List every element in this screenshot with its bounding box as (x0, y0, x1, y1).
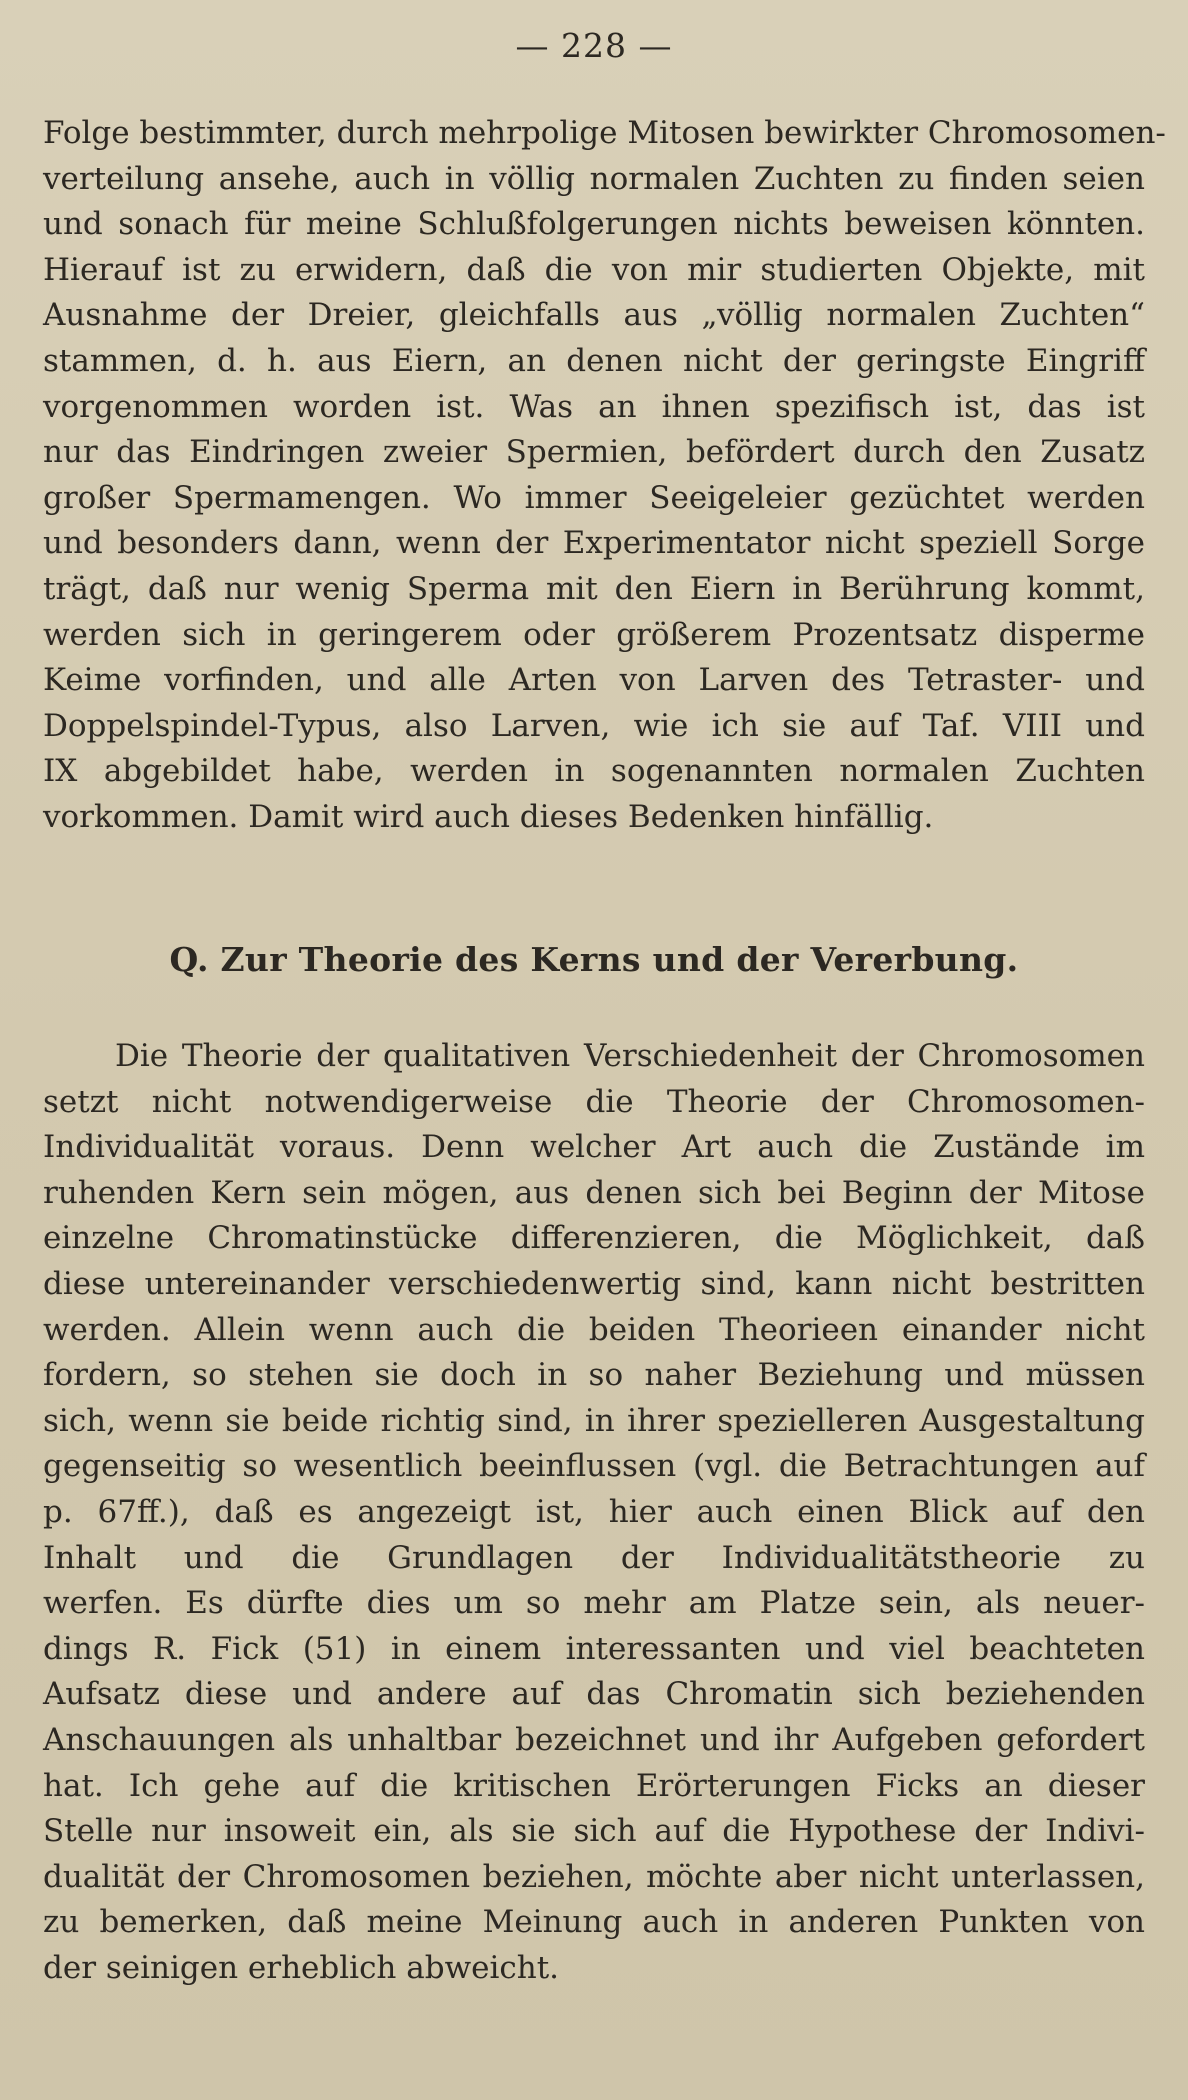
section-paragraph (43, 1034, 1145, 1991)
text-line: werden sich in geringerem oder größerem Prozentsatz disperme (43, 616, 1145, 653)
text-line: einzelne Chromatinstücke differenzieren, die Möglichkeit, daß (43, 1220, 1145, 1257)
text-line: diese untereinander verschiedenwertig sind, kann nicht bestritten (43, 1265, 1145, 1302)
text-line: dings R. Fick (51) in einem interessanten und viel beachteten (43, 1630, 1145, 1667)
paragraph-continuation (43, 111, 1166, 841)
text-line: großer Spermamengen. Wo immer Seeigeleier gezüchtet werden (43, 479, 1145, 516)
text-line: vorkommen. Damit wird auch dieses Bedenken hinfällig. (43, 798, 934, 835)
text-line: nur das Eindringen zweier Spermien, befördert durch den Zusatz (43, 434, 1145, 471)
text-line: trägt, daß nur wenig Sperma mit den Eiern in Berührung kommt, (43, 570, 1145, 607)
text-line: dualität der Chromosomen beziehen, möchte aber nicht unterlassen, (43, 1858, 1145, 1895)
text-line: zu bemerken, daß meine Meinung auch in anderen Punkten von (43, 1904, 1145, 1941)
text-line: Inhalt und die Grundlagen der Individualitätstheorie zu (43, 1539, 1145, 1576)
text-line: Doppelspindel-Typus, also Larven, wie ich sie auf Taf. VIII und (43, 707, 1145, 744)
text-line: sich, wenn sie beide richtig sind, in ihrer spezielleren Ausgestaltung (43, 1402, 1145, 1439)
text-line: vorgenommen worden ist. Was an ihnen spezifisch ist, das ist (43, 388, 1145, 425)
page-number: — 228 — (515, 26, 673, 65)
text-line: IX abgebildet habe, werden in sogenannten normalen Zuchten (43, 753, 1145, 790)
text-line: und besonders dann, wenn der Experimentator nicht speziell Sorge (43, 525, 1145, 562)
text-line: werden. Allein wenn auch die beiden Theorieen einander nicht (43, 1311, 1145, 1348)
text-line: setzt nicht notwendigerweise die Theorie der Chromosomen- (43, 1083, 1145, 1120)
text-line: gegenseitig so wesentlich beeinflussen (vgl. die Betrachtungen auf (43, 1448, 1145, 1485)
text-line: hat. Ich gehe auf die kritischen Erörterungen Ficks an dieser (43, 1767, 1145, 1804)
text-line: fordern, so stehen sie doch in so naher Beziehung und müssen (43, 1357, 1145, 1394)
text-line: stammen, d. h. aus Eiern, an denen nicht der geringste Eingriff (43, 342, 1145, 379)
text-line: Ausnahme der Dreier, gleichfalls aus „völlig normalen Zuchten“ (43, 297, 1145, 334)
text-line: Folge bestimmter, durch mehrpolige Mitosen bewirkter Chromosomen- (43, 115, 1166, 151)
text-line: Individualität voraus. Denn welcher Art auch die Zustände im (43, 1129, 1145, 1166)
text-line: p. 67ff.), daß es angezeigt ist, hier auch einen Blick auf den (43, 1493, 1145, 1530)
text-line: Keime vorfinden, und alle Arten von Larven des Tetraster- und (43, 662, 1145, 699)
text-line: Stelle nur insoweit ein, als sie sich auf die Hypothese der Indivi- (43, 1813, 1145, 1850)
text-line: werfen. Es dürfte dies um so mehr am Platze sein, als neuer- (43, 1585, 1145, 1622)
text-line: Hierauf ist zu erwidern, daß die von mir studierten Objekte, mit (43, 251, 1145, 288)
text-line: Aufsatz diese und andere auf das Chromatin sich beziehenden (43, 1676, 1145, 1713)
text-line: verteilung ansehe, auch in völlig normalen Zuchten zu finden seien (43, 160, 1145, 197)
text-line: und sonach für meine Schlußfolgerungen nichts beweisen könnten. (43, 206, 1145, 243)
section-heading: Q. Zur Theorie des Kerns und der Vererbung. (169, 940, 1019, 979)
text-line: Anschauungen als unhaltbar bezeichnet und ihr Aufgeben gefordert (43, 1721, 1145, 1758)
text-line: ruhenden Kern sein mögen, aus denen sich bei Beginn der Mitose (43, 1174, 1145, 1211)
text-line: Die Theorie der qualitativen Verschiedenheit der Chromosomen (115, 1038, 1145, 1074)
text-line: der seinigen erheblich abweicht. (43, 1949, 560, 1986)
